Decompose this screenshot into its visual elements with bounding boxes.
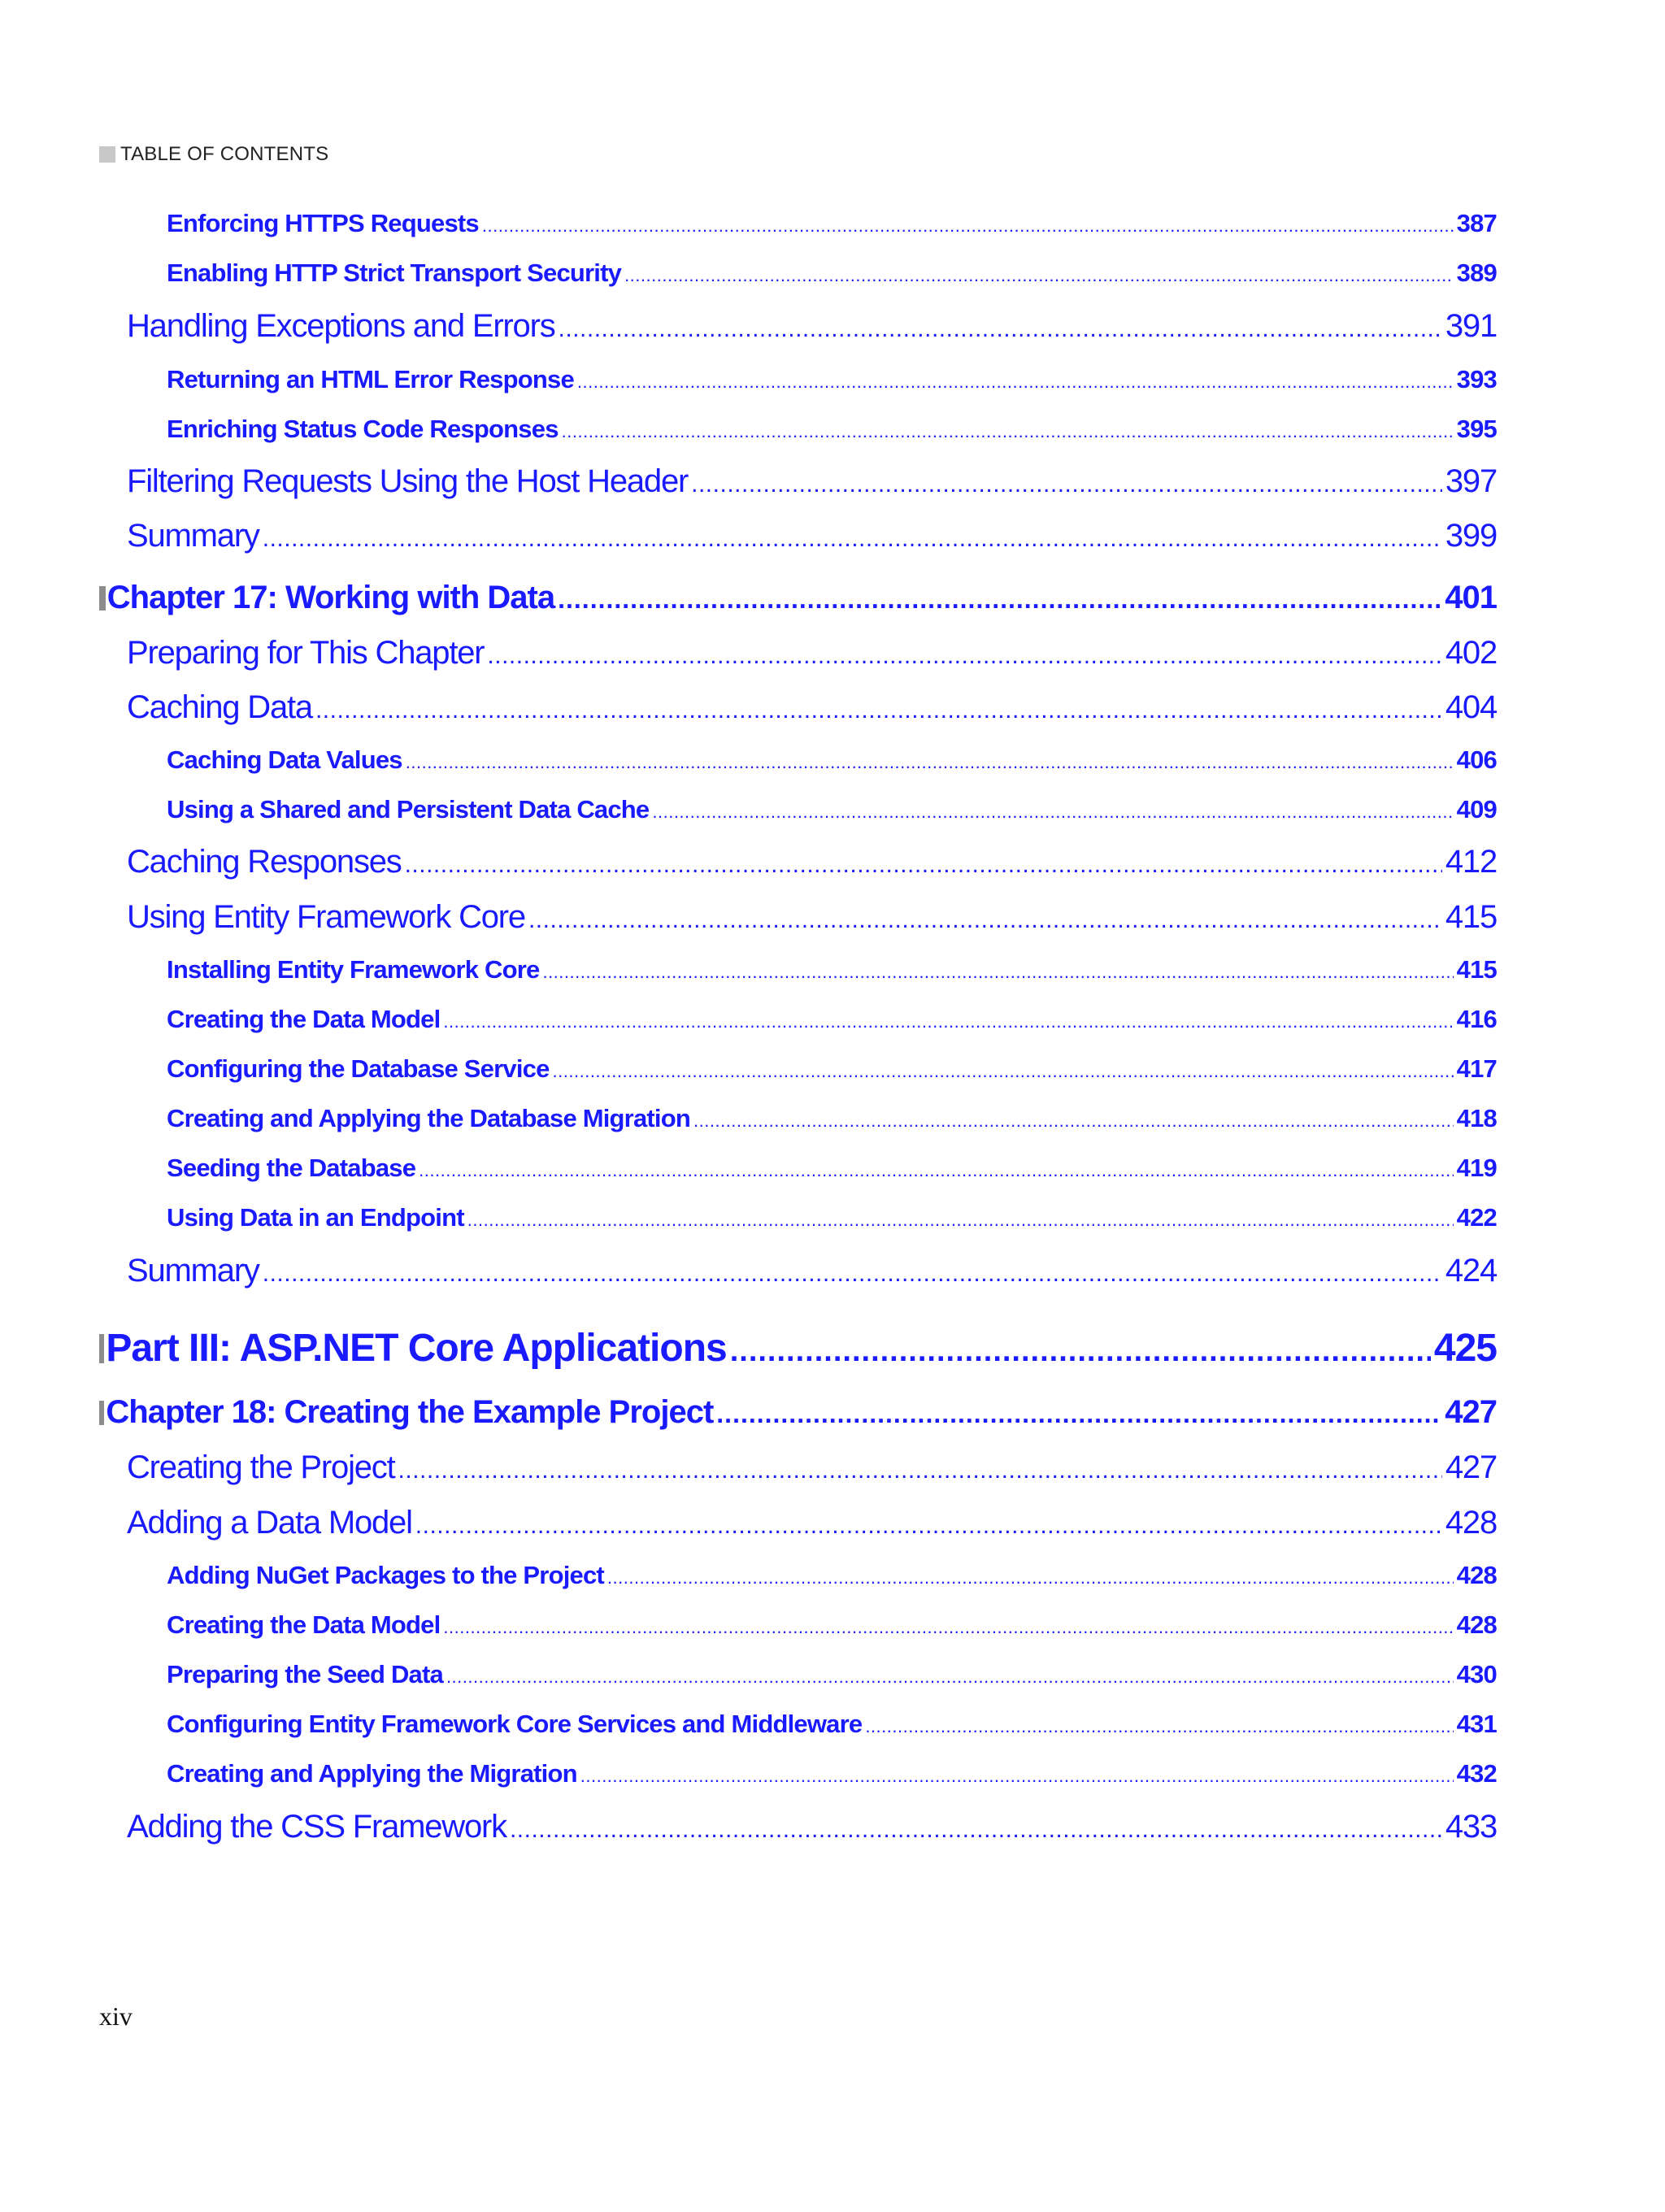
dot-leader — [559, 315, 1442, 343]
toc-entry[interactable] — [167, 1104, 1497, 1133]
dot-leader — [315, 697, 1442, 724]
dot-leader — [263, 525, 1442, 553]
toc-entry-page: 389 — [1456, 259, 1497, 287]
toc-entry-page: 428 — [1456, 1561, 1497, 1589]
toc-entry-page: 417 — [1456, 1054, 1497, 1083]
toc-chapter-entry[interactable] — [99, 580, 1497, 616]
toc-entry-page: 416 — [1456, 1005, 1497, 1033]
toc-entry[interactable] — [167, 1005, 1497, 1034]
dot-leader — [263, 1260, 1442, 1288]
toc-entry[interactable] — [167, 1203, 1497, 1232]
toc-entry-page: 419 — [1456, 1154, 1497, 1182]
toc-entry-page: 412 — [1445, 844, 1497, 880]
toc-entry-title: Summary — [127, 1253, 259, 1289]
toc-entry-title: Creating the Data Model — [167, 1005, 441, 1033]
toc-entry[interactable] — [127, 1449, 1497, 1486]
dot-leader — [542, 962, 1453, 983]
toc-entry-page: 401 — [1445, 580, 1497, 615]
toc-entry-page: 387 — [1456, 209, 1497, 237]
toc-entry[interactable] — [127, 1809, 1497, 1845]
toc-entry[interactable] — [167, 415, 1497, 444]
toc-entry[interactable] — [167, 1054, 1497, 1084]
chapter-marker-icon — [99, 1401, 104, 1425]
dot-leader — [691, 471, 1442, 498]
toc-entry[interactable] — [167, 365, 1497, 394]
toc-entry-page: 433 — [1445, 1809, 1497, 1845]
toc-entry[interactable] — [167, 259, 1497, 288]
dot-leader — [510, 1816, 1442, 1844]
toc-entry-page: 391 — [1445, 308, 1497, 344]
toc-entry[interactable] — [167, 955, 1497, 984]
toc-entry[interactable] — [167, 745, 1497, 775]
dot-leader — [553, 1061, 1454, 1082]
dot-leader — [405, 851, 1442, 879]
dot-leader — [446, 1667, 1454, 1688]
toc-entry-title: Chapter 18: Creating the Example Project — [106, 1394, 714, 1430]
toc-entry-page: 427 — [1445, 1449, 1497, 1485]
toc-entry[interactable] — [127, 518, 1497, 554]
dot-leader — [487, 642, 1441, 670]
toc-entry-title: Installing Entity Framework Core — [167, 955, 540, 984]
toc-entry[interactable] — [127, 844, 1497, 880]
toc-entry-title: Configuring the Database Service — [167, 1054, 550, 1083]
toc-entry-title: Handling Exceptions and Errors — [127, 308, 555, 344]
toc-entry-page: 427 — [1445, 1394, 1497, 1430]
toc-entry[interactable] — [127, 635, 1497, 671]
toc-entry-page: 404 — [1445, 689, 1497, 725]
toc-entry-page: 415 — [1445, 899, 1497, 935]
toc-entry-title: Preparing the Seed Data — [167, 1660, 443, 1688]
toc-entry-page: 415 — [1456, 955, 1497, 984]
dot-leader — [558, 585, 1441, 615]
dot-leader — [716, 1399, 1441, 1429]
toc-entry-title: Using Entity Framework Core — [127, 899, 525, 935]
toc-entry[interactable] — [167, 1660, 1497, 1689]
toc-entry-page: 431 — [1456, 1710, 1497, 1738]
header-square-icon — [99, 146, 115, 163]
toc-entry-title: Chapter 17: Working with Data — [107, 580, 555, 615]
toc-entry-title: Using Data in an Endpoint — [167, 1203, 464, 1232]
toc-entry[interactable] — [127, 1505, 1497, 1541]
toc-entry-title: Using a Shared and Persistent Data Cache — [167, 795, 650, 824]
toc-entry-page: 418 — [1456, 1104, 1497, 1132]
dot-leader — [398, 1457, 1442, 1484]
dot-leader — [415, 1512, 1442, 1540]
dot-leader — [482, 215, 1454, 237]
toc-entry-title: Adding the CSS Framework — [127, 1809, 506, 1845]
toc-entry[interactable] — [127, 689, 1497, 726]
toc-entry-page: 402 — [1445, 635, 1497, 671]
dot-leader — [467, 1210, 1454, 1231]
dot-leader — [562, 421, 1454, 442]
toc-entry-page: 409 — [1456, 795, 1497, 824]
running-header-label: TABLE OF CONTENTS — [120, 143, 329, 165]
dot-leader — [528, 906, 1442, 934]
dot-leader — [607, 1567, 1454, 1588]
dot-leader — [865, 1716, 1453, 1737]
toc-entry-title: Enabling HTTP Strict Transport Security — [167, 259, 622, 287]
dot-leader — [730, 1334, 1431, 1369]
toc-entry-page: 395 — [1456, 415, 1497, 443]
chapter-marker-icon — [99, 586, 106, 611]
dot-leader — [624, 265, 1454, 286]
dot-leader — [652, 802, 1453, 823]
toc-entry-title: Caching Data Values — [167, 745, 402, 774]
toc-entry-page: 397 — [1445, 463, 1497, 499]
toc-entry[interactable] — [167, 1610, 1497, 1640]
toc-entry[interactable] — [167, 1561, 1497, 1590]
toc-entry-page: 422 — [1456, 1203, 1497, 1232]
toc-entry-page: 428 — [1456, 1610, 1497, 1639]
toc-entry-page: 432 — [1456, 1759, 1497, 1788]
toc-entry-page: 428 — [1445, 1505, 1497, 1541]
toc-entry-page: 424 — [1445, 1253, 1497, 1289]
dot-leader — [577, 372, 1454, 393]
toc-entry-title: Filtering Requests Using the Host Header — [127, 463, 689, 499]
dot-leader — [443, 1011, 1453, 1032]
toc-entry-title: Creating the Project — [127, 1449, 395, 1485]
dot-leader — [406, 752, 1454, 773]
toc-entry-title: Creating the Data Model — [167, 1610, 441, 1639]
toc-entry-title: Configuring Entity Framework Core Services and Middleware — [167, 1710, 863, 1738]
toc-entry-title: Caching Data — [127, 689, 312, 725]
toc-part-entry[interactable] — [99, 1326, 1497, 1371]
dot-leader — [419, 1160, 1454, 1181]
toc-entry[interactable] — [127, 463, 1497, 500]
page-number: xiv — [99, 2001, 133, 2031]
toc-entry-title: Adding a Data Model — [127, 1505, 412, 1541]
toc-entry[interactable] — [167, 795, 1497, 824]
toc-entry-page: 430 — [1456, 1660, 1497, 1688]
toc-entry-title: Preparing for This Chapter — [127, 635, 485, 671]
toc-entry[interactable] — [167, 1759, 1497, 1788]
toc-entry-title: Creating and Applying the Database Migration — [167, 1104, 691, 1132]
toc-entry-title: Summary — [127, 518, 259, 554]
toc-entry-title: Part III: ASP.NET Core Applications — [106, 1327, 727, 1370]
toc-entry-page: 393 — [1456, 365, 1497, 393]
toc-entry-title: Returning an HTML Error Response — [167, 365, 574, 393]
toc-entry[interactable] — [167, 209, 1497, 238]
toc-entry-page: 425 — [1433, 1327, 1497, 1370]
toc-entry[interactable] — [127, 899, 1497, 936]
running-header — [99, 143, 328, 166]
toc-entry-title: Enforcing HTTPS Requests — [167, 209, 479, 237]
dot-leader — [693, 1110, 1454, 1132]
toc-entry[interactable] — [127, 1253, 1497, 1289]
toc-entry-title: Seeding the Database — [167, 1154, 416, 1182]
toc-entry-page: 406 — [1456, 745, 1497, 774]
dot-leader — [443, 1617, 1453, 1638]
part-marker-icon — [99, 1334, 104, 1363]
toc-entry[interactable] — [167, 1154, 1497, 1183]
toc-entry-title: Adding NuGet Packages to the Project — [167, 1561, 604, 1589]
toc-entry[interactable] — [127, 308, 1497, 345]
toc-entry-title: Enriching Status Code Responses — [167, 415, 559, 443]
toc-entry[interactable] — [167, 1710, 1497, 1739]
toc-entry-title: Caching Responses — [127, 844, 402, 880]
toc-entry-title: Creating and Applying the Migration — [167, 1759, 577, 1788]
toc-chapter-entry[interactable] — [99, 1394, 1497, 1431]
toc-entry-page: 399 — [1445, 518, 1497, 554]
dot-leader — [580, 1766, 1454, 1787]
